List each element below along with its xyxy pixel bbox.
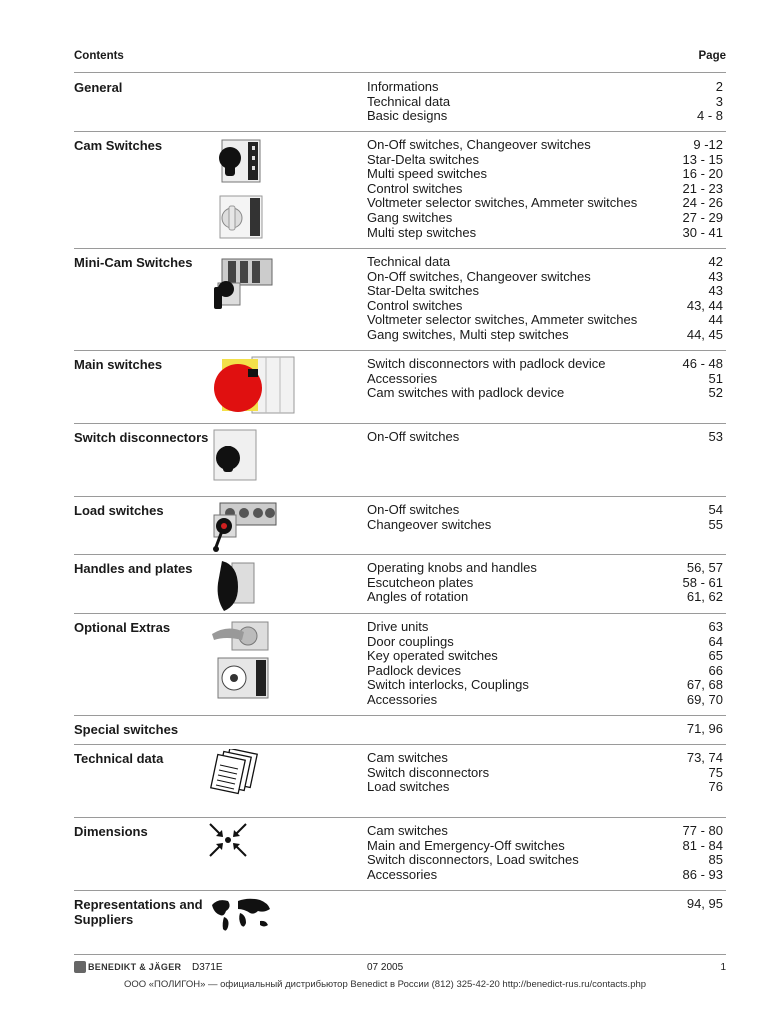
toc-entry[interactable] — [367, 751, 723, 766]
entry-page: 42 — [708, 254, 723, 269]
entry-page: 51 — [708, 370, 723, 386]
toc-entry[interactable] — [367, 95, 723, 110]
page-heading: Page — [698, 50, 726, 62]
entry-label: Multi step switches — [367, 224, 477, 240]
toc-entry[interactable] — [367, 167, 723, 182]
entry-label: Switch disconnectors with padlock device — [367, 356, 606, 371]
section-items — [367, 357, 723, 401]
toc-entry[interactable] — [367, 693, 723, 708]
section-divider — [74, 890, 726, 891]
dimensions-icon — [208, 822, 248, 863]
section-title: Switch disconnectors — [74, 430, 209, 445]
toc-entry[interactable] — [367, 138, 723, 153]
entry-label: Switch interlocks, Couplings — [367, 677, 529, 693]
optional-extras-photo — [208, 618, 278, 708]
entry-page: 81 - 84 — [682, 837, 723, 853]
section-divider — [74, 248, 726, 249]
section-title: Special switches — [74, 722, 179, 737]
entry-page: 52 — [708, 385, 723, 401]
entry-page: 16 - 20 — [682, 166, 723, 182]
entry-page: 3 — [715, 93, 723, 109]
toc-entry[interactable] — [367, 211, 723, 226]
toc-entry[interactable] — [367, 372, 723, 387]
toc-entry[interactable] — [367, 430, 723, 445]
section-title: Cam Switches — [74, 138, 163, 153]
entry-label: On-Off switches, Changeover switches — [367, 137, 591, 152]
entry-page: 9 -12 — [693, 137, 723, 152]
doc-code: D371E — [192, 962, 223, 973]
entry-page: 63 — [708, 619, 723, 634]
entry-page: 44 — [708, 312, 723, 328]
entry-page: 2 — [715, 79, 723, 94]
entry-label: Switch disconnectors, Load switches — [367, 852, 579, 868]
toc-entry[interactable] — [367, 196, 723, 211]
entry-label: On-Off switches — [367, 502, 460, 517]
switch-disconnector-photo — [208, 428, 258, 488]
section-title: Mini-Cam Switches — [74, 255, 193, 270]
toc-entry[interactable] — [367, 109, 723, 124]
section-divider — [74, 554, 726, 555]
entry-page: 77 - 80 — [682, 823, 723, 838]
section-items — [367, 751, 723, 795]
section-items — [367, 255, 723, 343]
entry-label: Basic designs — [367, 108, 448, 124]
section-items — [367, 80, 723, 124]
entry-label: Switch disconnectors — [367, 764, 490, 780]
entry-label: Accessories — [367, 370, 438, 386]
section-items — [367, 824, 723, 882]
toc-entry[interactable] — [367, 649, 723, 664]
section-title: Representations and Suppliers — [74, 897, 203, 927]
section-title: Load switches — [74, 503, 164, 518]
section-title: Main switches — [74, 357, 163, 372]
section-title: Optional Extras — [74, 620, 171, 635]
section-items — [367, 620, 723, 708]
toc-entry[interactable] — [367, 868, 723, 883]
load-switch-photo — [208, 501, 278, 561]
footer-brand — [74, 961, 181, 973]
entry-page: 30 - 41 — [682, 224, 723, 240]
toc-entry[interactable] — [367, 503, 723, 518]
entry-label: Door couplings — [367, 633, 454, 649]
entry-label: Accessories — [367, 866, 438, 882]
section-items — [367, 138, 723, 240]
entry-page: 4 - 8 — [696, 108, 723, 124]
entry-label: Cam switches — [367, 823, 448, 838]
entry-label: On-Off switches — [367, 429, 460, 444]
entry-label: Voltmeter selector switches, Ammeter switches — [367, 312, 638, 328]
distributor-note: ООО «ПОЛИГОН» — официальный дистрибьютор Benedict в России (812) 325-42-20 http://benedict-rus.ru/contacts.php — [123, 979, 647, 990]
entry-page: 76 — [708, 779, 723, 795]
toc-entry[interactable] — [367, 722, 723, 737]
entry-label: Changeover switches — [367, 516, 492, 532]
section-divider — [74, 817, 726, 818]
entry-page: 58 - 61 — [682, 574, 723, 590]
entry-label: Multi speed switches — [367, 166, 487, 182]
section-divider — [74, 744, 726, 745]
toc-entry[interactable] — [367, 226, 723, 241]
entry-page: 21 - 23 — [682, 180, 723, 196]
section-items — [367, 722, 723, 737]
toc-entry[interactable] — [367, 664, 723, 679]
entry-label: Padlock devices — [367, 662, 461, 678]
entry-page: 69, 70 — [686, 691, 723, 707]
toc-entry[interactable] — [367, 284, 723, 299]
entry-page: 71, 96 — [686, 721, 723, 736]
entry-page: 27 - 29 — [682, 209, 723, 225]
entry-label: Voltmeter selector switches, Ammeter switches — [367, 195, 638, 211]
entry-label: Technical data — [367, 93, 451, 109]
entry-page: 66 — [708, 662, 723, 678]
toc-entry[interactable] — [367, 313, 723, 328]
entry-label: Operating knobs and handles — [367, 560, 537, 575]
entry-label — [367, 722, 681, 737]
toc-entry[interactable] — [367, 270, 723, 285]
section-divider — [74, 715, 726, 716]
entry-label: Star-Delta switches — [367, 151, 479, 167]
entry-label: Informations — [367, 79, 439, 94]
entry-page: 86 - 93 — [682, 866, 723, 882]
section-divider — [74, 423, 726, 424]
section-divider — [74, 496, 726, 497]
section-divider — [74, 613, 726, 614]
entry-label: Technical data — [367, 254, 451, 269]
toc-entry[interactable] — [367, 386, 723, 401]
entry-page: 55 — [708, 516, 723, 532]
toc-entry[interactable] — [367, 824, 723, 839]
entry-label — [367, 897, 681, 912]
toc-entry[interactable] — [367, 80, 723, 95]
entry-page: 53 — [708, 429, 723, 444]
section-items — [367, 897, 723, 912]
section-divider — [74, 131, 726, 132]
entry-page: 64 — [708, 633, 723, 649]
entry-page: 56, 57 — [686, 560, 723, 575]
toc-entry[interactable] — [367, 897, 723, 912]
contents-heading: Contents — [74, 50, 124, 62]
handle-photo — [208, 559, 258, 619]
entry-page: 73, 74 — [686, 750, 723, 765]
entry-page: 65 — [708, 648, 723, 664]
entry-page: 44, 45 — [686, 326, 723, 342]
entry-page: 61, 62 — [686, 589, 723, 605]
entry-page: 85 — [708, 852, 723, 868]
entry-label: Control switches — [367, 180, 463, 196]
entry-label: Star-Delta switches — [367, 283, 479, 299]
section-title: Dimensions — [74, 824, 148, 839]
toc-entry[interactable] — [367, 620, 723, 635]
brand-logo-icon — [74, 961, 86, 973]
toc-entry[interactable] — [367, 780, 723, 795]
entry-label: On-Off switches, Changeover switches — [367, 268, 591, 284]
entry-label: Gang switches — [367, 209, 453, 225]
toc-entry[interactable] — [367, 153, 723, 168]
entry-page: 13 - 15 — [682, 151, 723, 167]
entry-label: Gang switches, Multi step switches — [367, 326, 569, 342]
brand-name: BENEDIKT & JÄGER — [88, 962, 182, 972]
entry-label: Main and Emergency-Off switches — [367, 837, 565, 853]
section-items — [367, 430, 723, 445]
toc-entry[interactable] — [367, 518, 723, 533]
toc-entry[interactable] — [367, 328, 723, 343]
entry-label: Accessories — [367, 691, 438, 707]
doc-date: 07 2005 — [367, 962, 404, 973]
toc-entry[interactable] — [367, 839, 723, 854]
entry-label: Cam switches — [367, 750, 448, 765]
section-divider — [74, 350, 726, 351]
entry-page: 67, 68 — [686, 677, 723, 693]
entry-page: 43 — [708, 283, 723, 299]
entry-page: 43, 44 — [686, 297, 723, 313]
world-map-icon — [208, 895, 274, 940]
entry-label: Angles of rotation — [367, 589, 469, 605]
toc-entry[interactable] — [367, 255, 723, 270]
mini-cam-switch-photo — [208, 253, 278, 323]
entry-page: 24 - 26 — [682, 195, 723, 211]
toc-entry[interactable] — [367, 357, 723, 372]
main-switch-photo — [208, 355, 298, 420]
section-items — [367, 561, 723, 605]
section-items — [367, 503, 723, 532]
toc-entry[interactable] — [367, 576, 723, 591]
entry-page: 94, 95 — [686, 896, 723, 911]
toc-entry[interactable] — [367, 182, 723, 197]
entry-label: Cam switches with padlock device — [367, 385, 565, 401]
entry-label: Drive units — [367, 619, 429, 634]
entry-label: Control switches — [367, 297, 463, 313]
page-number: 1 — [720, 962, 726, 973]
entry-page: 46 - 48 — [682, 356, 723, 371]
entry-page: 75 — [708, 764, 723, 780]
toc-entry[interactable] — [367, 299, 723, 314]
section-title: Handles and plates — [74, 561, 193, 576]
footer-rule — [74, 954, 726, 955]
section-title: Technical data — [74, 751, 164, 766]
toc-entry[interactable] — [367, 853, 723, 868]
toc-entry[interactable] — [367, 561, 723, 576]
cam-switch-photo — [208, 136, 264, 251]
toc-entry[interactable] — [367, 766, 723, 781]
toc-entry[interactable] — [367, 590, 723, 605]
entry-label: Load switches — [367, 779, 450, 795]
header-rule — [74, 72, 726, 73]
entry-page: 54 — [708, 502, 723, 517]
section-title: General — [74, 80, 123, 95]
toc-entry[interactable] — [367, 678, 723, 693]
entry-label: Escutcheon plates — [367, 574, 474, 590]
entry-label: Key operated switches — [367, 648, 498, 664]
entry-page: 43 — [708, 268, 723, 284]
toc-entry[interactable] — [367, 635, 723, 650]
documents-icon — [208, 749, 260, 800]
